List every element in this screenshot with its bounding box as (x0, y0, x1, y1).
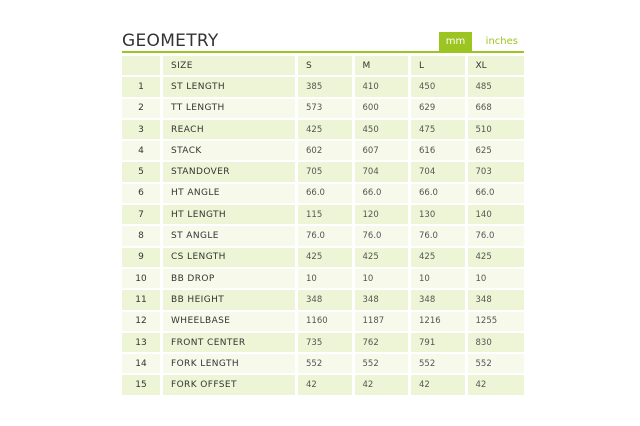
row-value: 1216 (411, 312, 468, 333)
row-value: 1187 (355, 312, 412, 333)
row-value: 600 (355, 99, 412, 120)
table-row (122, 269, 524, 290)
row-value: 425 (411, 248, 468, 269)
row-value: 120 (355, 205, 412, 226)
header-size-xl: XL (468, 56, 525, 77)
row-label: FORK OFFSET (163, 375, 298, 396)
header-index (122, 56, 163, 77)
row-value: 76.0 (355, 226, 412, 247)
row-value: 705 (298, 162, 355, 183)
row-index: 7 (122, 205, 163, 226)
row-value: 625 (468, 141, 525, 162)
table-row (122, 141, 524, 162)
geometry-panel (122, 31, 524, 397)
unit-inches-button[interactable]: inches (472, 32, 524, 51)
table-header-row (122, 56, 524, 77)
row-index: 13 (122, 333, 163, 354)
row-index: 2 (122, 99, 163, 120)
table-row (122, 162, 524, 183)
row-value: 668 (468, 99, 525, 120)
row-value: 10 (468, 269, 525, 290)
row-value: 348 (411, 290, 468, 311)
row-value: 385 (298, 77, 355, 98)
header-size-m: M (355, 56, 412, 77)
row-value: 762 (355, 333, 412, 354)
row-value: 1255 (468, 312, 525, 333)
row-value: 348 (298, 290, 355, 311)
row-index: 8 (122, 226, 163, 247)
row-value: 140 (468, 205, 525, 226)
row-label: HT ANGLE (163, 184, 298, 205)
row-value: 76.0 (411, 226, 468, 247)
table-row (122, 120, 524, 141)
row-label: REACH (163, 120, 298, 141)
row-index: 5 (122, 162, 163, 183)
unit-toggle (439, 32, 524, 51)
row-value: 42 (468, 375, 525, 396)
table-row (122, 312, 524, 333)
row-value: 616 (411, 141, 468, 162)
row-value: 66.0 (355, 184, 412, 205)
row-value: 735 (298, 333, 355, 354)
row-value: 66.0 (298, 184, 355, 205)
geometry-table (122, 56, 524, 397)
row-value: 410 (355, 77, 412, 98)
header-divider (122, 51, 524, 53)
row-index: 3 (122, 120, 163, 141)
row-value: 425 (468, 248, 525, 269)
row-value: 66.0 (468, 184, 525, 205)
row-value: 450 (355, 120, 412, 141)
table-row (122, 205, 524, 226)
row-label: CS LENGTH (163, 248, 298, 269)
table-row (122, 375, 524, 396)
row-value: 485 (468, 77, 525, 98)
geometry-header (122, 31, 524, 51)
header-size-l: L (411, 56, 468, 77)
row-index: 14 (122, 354, 163, 375)
row-value: 425 (298, 120, 355, 141)
table-row (122, 184, 524, 205)
row-label: BB HEIGHT (163, 290, 298, 311)
row-label: STACK (163, 141, 298, 162)
row-value: 10 (298, 269, 355, 290)
row-index: 6 (122, 184, 163, 205)
row-index: 10 (122, 269, 163, 290)
table-row (122, 333, 524, 354)
row-label: WHEELBASE (163, 312, 298, 333)
row-value: 10 (355, 269, 412, 290)
row-value: 10 (411, 269, 468, 290)
table-row (122, 290, 524, 311)
row-value: 450 (411, 77, 468, 98)
row-value: 607 (355, 141, 412, 162)
row-value: 348 (355, 290, 412, 311)
row-label: ST ANGLE (163, 226, 298, 247)
row-label: ST LENGTH (163, 77, 298, 98)
row-label: HT LENGTH (163, 205, 298, 226)
row-value: 602 (298, 141, 355, 162)
row-label: BB DROP (163, 269, 298, 290)
row-value: 510 (468, 120, 525, 141)
row-value: 552 (355, 354, 412, 375)
row-index: 15 (122, 375, 163, 396)
row-index: 1 (122, 77, 163, 98)
header-size-s: S (298, 56, 355, 77)
row-label: FORK LENGTH (163, 354, 298, 375)
row-value: 425 (355, 248, 412, 269)
row-value: 704 (355, 162, 412, 183)
row-value: 115 (298, 205, 355, 226)
unit-mm-button[interactable]: mm (439, 32, 472, 51)
row-value: 703 (468, 162, 525, 183)
row-value: 552 (298, 354, 355, 375)
row-index: 4 (122, 141, 163, 162)
row-index: 9 (122, 248, 163, 269)
table-row (122, 248, 524, 269)
row-value: 573 (298, 99, 355, 120)
row-value: 66.0 (411, 184, 468, 205)
row-index: 11 (122, 290, 163, 311)
row-value: 704 (411, 162, 468, 183)
row-value: 552 (468, 354, 525, 375)
row-value: 791 (411, 333, 468, 354)
row-value: 425 (298, 248, 355, 269)
table-row (122, 354, 524, 375)
row-value: 475 (411, 120, 468, 141)
row-label: TT LENGTH (163, 99, 298, 120)
table-row (122, 99, 524, 120)
row-value: 348 (468, 290, 525, 311)
row-value: 76.0 (298, 226, 355, 247)
row-value: 552 (411, 354, 468, 375)
row-value: 1160 (298, 312, 355, 333)
page-title: GEOMETRY (122, 31, 219, 51)
row-value: 130 (411, 205, 468, 226)
row-value: 42 (298, 375, 355, 396)
header-size: SIZE (163, 56, 298, 77)
table-row (122, 77, 524, 98)
row-value: 42 (411, 375, 468, 396)
row-index: 12 (122, 312, 163, 333)
row-value: 629 (411, 99, 468, 120)
table-row (122, 226, 524, 247)
row-value: 830 (468, 333, 525, 354)
row-label: STANDOVER (163, 162, 298, 183)
row-value: 76.0 (468, 226, 525, 247)
row-value: 42 (355, 375, 412, 396)
row-label: FRONT CENTER (163, 333, 298, 354)
